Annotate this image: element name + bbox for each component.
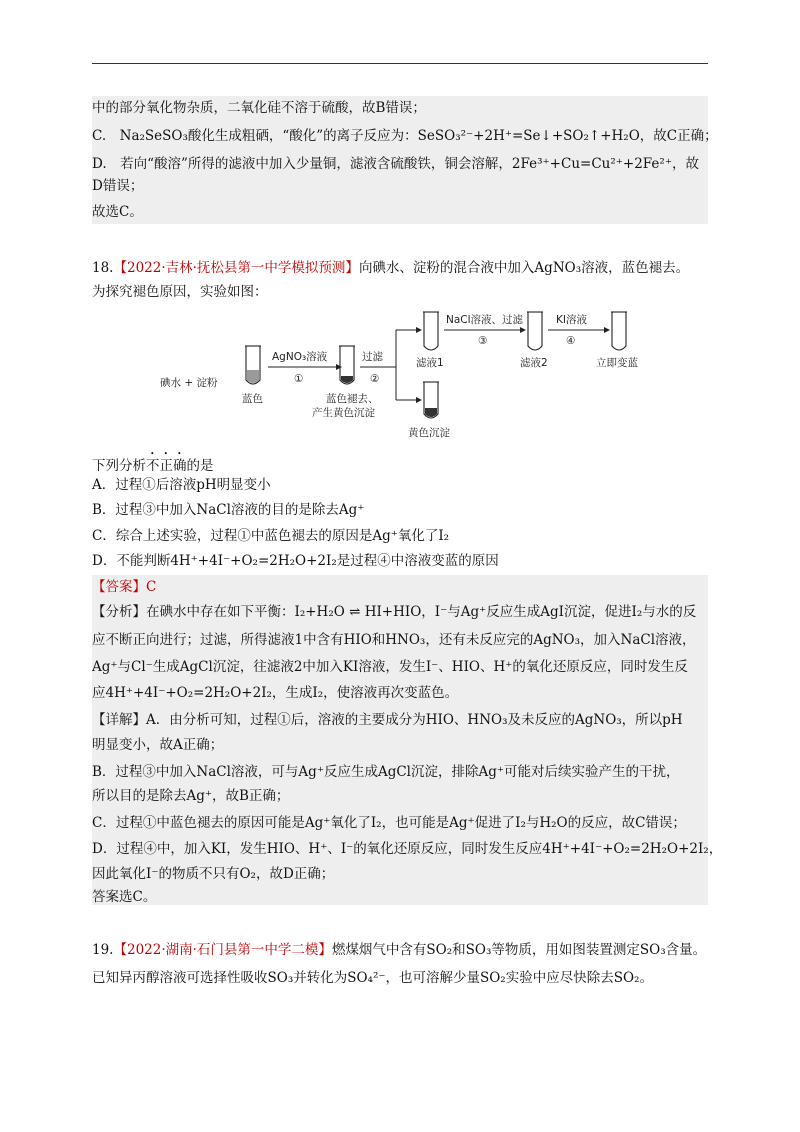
step4-number: ④ [566,335,576,347]
q19-stem-line1 [92,940,706,960]
analysis-line-1: 【分析】在碘水中存在如下平衡：I₂+H₂O ⇌ HI+HIO，I⁻与Ag⁺反应生成AgI沉淀，促进I₂与水的反 [92,604,697,620]
prev-line-1: 中的部分氧化物杂质，二氧化硅不溶于硫酸，故B错误； [92,100,426,116]
experiment-diagram [160,300,640,445]
q18-stem-text: 向碘水、淀粉的混合液中加入AgNO₃溶液，蓝色褪去。 [358,260,690,276]
detail-line-3: B．过程③中加入NaCl溶液，可与Ag⁺反应生成AgCl沉淀，排除Ag⁺可能对后续实验产生的干扰， [92,764,680,780]
prev-line-3: D. 若向“酸溶”所得的滤液中加入少量铜，滤液含硫酸铁，铜会溶解，2Fe³⁺+Cu=Cu²⁺+2Fe²⁺，故 [92,156,699,172]
tube-1-liquid [247,370,259,383]
q18-option-d: D．不能判断4H⁺+4I⁻+O₂=2H₂O+2I₂是过程④中溶液变蓝的原因 [92,553,499,569]
q18-ask-pre: 下列分析 [92,458,146,474]
q19-number: 19. [92,942,114,958]
filtrate-1-label: 滤液1 [416,357,444,369]
filtrate-1-tube [423,312,439,350]
answer-value: C [146,579,157,595]
detail-line-2: 明显变小，故A正确； [92,737,224,753]
step2-number: ② [370,373,380,385]
q18-ask [92,450,214,476]
q18-stem-line2: 为探究褪色原因，实验如图： [92,284,268,300]
step3-number: ③ [478,335,488,347]
q18-option-c: C．综合上述实验，过程①中蓝色褪去的原因是Ag⁺氧化了I₂ [92,528,450,544]
q18-option-a: A．过程①后溶液pH明显变小 [92,477,271,493]
detail-line-8: 答案选C。 [92,889,157,905]
tube-2-label-2: 产生黄色沉淀 [312,407,375,419]
answer-tag: 【答案】 [92,579,146,595]
final-label: 立即变蓝 [596,357,638,369]
tube-1-label: 蓝色 [242,393,263,405]
q18-ask-post: 的是 [186,458,214,474]
precipitate-label: 黄色沉淀 [408,427,450,439]
detail-line-6: D．过程④中，加入KI，发生HIO、H⁺、I⁻的氧化还原反应，同时发生反应4H⁺+4I⁻+O₂=2H₂O+2I₂， [92,841,723,857]
step2-reagent: 过滤 [362,351,383,363]
analysis-line-4: 应4H⁺+4I⁻+O₂=2H₂O+2I₂，生成I₂，使溶液再次变蓝色。 [92,685,459,701]
final-tube [611,312,627,350]
detail-line-1: 【详解】A．由分析可知，过程①后，溶液的主要成分为HIO、HNO₃及未反应的AgNO₃，所以pH [92,712,683,728]
q19-source: 【2022·湖南·石门县第一中学二模】 [113,942,332,958]
q18-answer-line [92,577,156,597]
detail-line-4: 所以目的是除去Ag⁺，故B正确； [92,788,290,804]
step1-reagent: AgNO₃溶液 [272,351,328,363]
prev-line-2: C. Na₂SeSO₃酸化生成粗硒，“酸化”的离子反应为：SeSO₃²⁻+2H⁺=Se↓+SO₂↑+H₂O，故C正确； [92,128,718,144]
q18-ask-emphasis: 不正确 [146,458,187,474]
prev-line-4: D错误； [92,178,144,194]
analysis-line-3: Ag⁺与Cl⁻生成AgCl沉淀，往滤液2中加入KI溶液，发生I⁻、HIO、H⁺的氧化还原反应，同时发生反 [92,659,688,675]
q18-option-b: B．过程③中加入NaCl溶液的目的是除去Ag⁺ [92,502,365,518]
q19-stem-line2: 已知异丙醇溶液可选择性吸收SO₃并转化为SO₄²⁻，也可溶解少量SO₂实验中应尽快除去SO₂。 [92,970,653,986]
q18-source: 【2022·吉林·抚松县第一中学模拟预测】 [113,260,359,276]
step4-reagent: KI溶液 [556,314,587,326]
header-rule [92,63,708,64]
prev-line-5: 故选C。 [92,204,143,220]
filtrate-2-label: 滤液2 [520,357,548,369]
filtrate-2-tube [527,312,543,350]
q18-stem-line1 [92,258,689,278]
q19-stem-text: 燃煤烟气中含有SO₂和SO₃等物质，用如图装置测定SO₃含量。 [331,942,707,958]
precipitate-fill [425,408,437,417]
detail-line-7: 因此氧化I⁻的物质不只有O₂，故D正确； [92,866,335,882]
step3-reagent: NaCl溶液、过滤 [446,314,524,326]
detail-line-5: C．过程①中蓝色褪去的原因可能是Ag⁺氧化了I₂，也可能是Ag⁺促进了I₂与H₂O的反应，故C错误； [92,815,686,831]
start-label: 碘水 + 淀粉 [160,377,218,389]
step1-number: ① [294,373,304,385]
tube-2-label-1: 蓝色褪去、 [326,393,379,405]
analysis-line-2: 应不断正向进行；过滤，所得滤液1中含有HIO和HNO₃，还有未反应完的AgNO₃，加入NaCl溶液， [92,632,696,648]
q18-number: 18. [92,260,114,276]
